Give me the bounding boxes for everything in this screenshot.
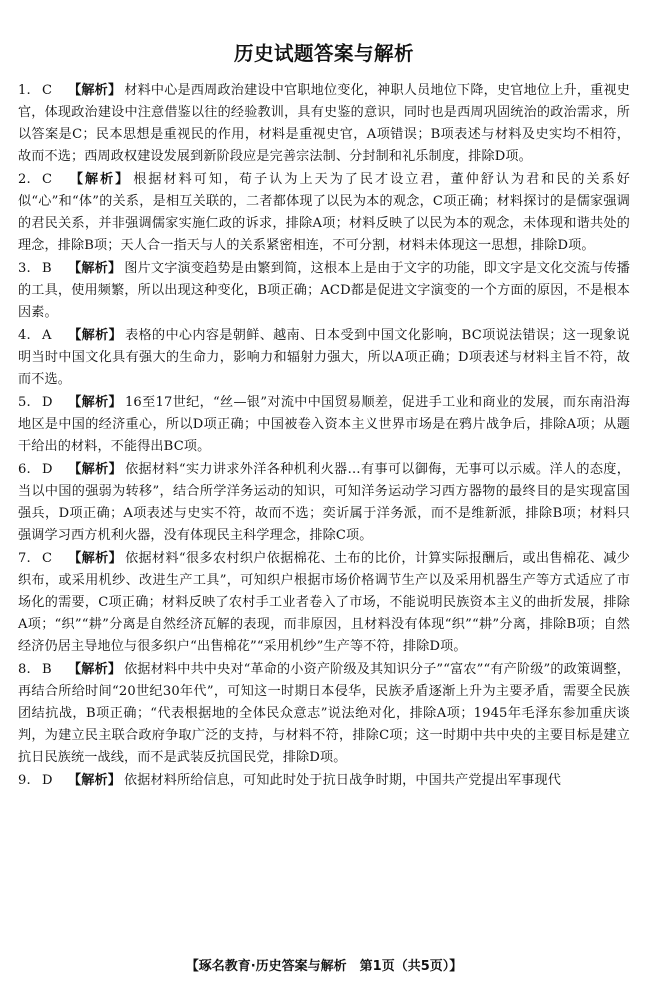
item-answer: C — [42, 551, 53, 566]
page-title: 历史试题答案与解析 — [233, 42, 414, 65]
analysis-text: 依据材料“很多农村织户依据棉花、土布的比价，计算实际报酬后，或出售棉花、减少织布，或采用机纱、改进生产工具”，可知织户根据市场价格调节生产以及采用机器生产等方式适应了市场化的需要，C项正确；材料反映了农村手工业者卷入了市场，不能说明民族资本主义的曲折发展，排除A项；“织”“耕”分离是自然经济瓦解的表现，而非原因，且材料没有体现“织”“耕”分离，排除B项；自然经济仍居主导地位与很多织户“出售棉花”“采用机纱”生产等不符，排除D项。 — [18, 551, 630, 654]
analysis-tag: 【解析】 — [68, 551, 123, 566]
analysis-tag: 【解析】 — [68, 462, 123, 477]
answer-item-3 — [18, 258, 630, 324]
analysis-tag: 【解析】 — [68, 773, 121, 788]
answer-item-7 — [18, 548, 630, 658]
answer-item-6 — [18, 459, 630, 547]
item-number: 6. — [18, 462, 31, 477]
item-number: 2. — [18, 172, 31, 187]
item-answer: B — [42, 662, 52, 677]
item-number: 3. — [18, 261, 31, 276]
item-number: 1. — [18, 83, 31, 98]
item-answer: D — [42, 773, 53, 788]
item-answer: A — [42, 328, 52, 343]
analysis-text: 依据材料“实力讲求外洋各种机利火器…有事可以御侮，无事可以示威。洋人的态度，当以中国的强弱为转移”，结合所学洋务运动的知识，可知洋务运动学习西方器物的最终目的是实现富国强兵，D项正确；A项表述与史实不符，故而不选；奕䜣属于洋务派，而不是维新派，排除B项；材料只强调学习西方机利火器，没有体现民主科学理念，排除C项。 — [18, 462, 630, 543]
answer-item-2 — [18, 169, 630, 257]
answer-item-5 — [18, 392, 630, 458]
answer-item-8 — [18, 659, 630, 769]
analysis-text: 表格的中心内容是朝鲜、越南、日本受到中国文化影响，BC项说法错误；这一现象说明当时中国文化具有强大的生命力，影响力和辐射力强大，所以A项正确；D项表述与材料主旨不符，故而不选。 — [18, 328, 630, 387]
item-answer: D — [42, 462, 53, 477]
analysis-text: 依据材料中共中央对“革命的小资产阶级及其知识分子”“富农”“有产阶级”的政策调整，再结合所给时间“20世纪30年代”，可知这一时期日本侵华，民族矛盾逐渐上升为主要矛盾，需要全民族团结抗战，B项正确；“代表根据地的全体民众意志”说法绝对化，排除A项；1945年毛泽东参加重庆谈判，为建立民主联合政府争取广泛的支持，与材料不符，排除C项；这一时期中共中央的主要目标是建立抗日民族统一战线，而不是武装反抗国民党，排除D项。 — [18, 662, 630, 765]
analysis-text: 16至17世纪，“丝—银”对流中中国贸易顺差，促进手工业和商业的发展，而东南沿海地区是中国的经济重心，所以D项正确；中国被卷入资本主义世界市场是在鸦片战争后，排除A项；从题干给出的材料，不能得出BC项。 — [18, 395, 630, 454]
item-answer: C — [42, 83, 53, 98]
item-number: 9. — [18, 773, 31, 788]
analysis-tag: 【解析】 — [68, 328, 123, 343]
item-number: 5. — [18, 395, 31, 410]
analysis-tag: 【解析】 — [68, 172, 131, 187]
answer-item-1 — [18, 80, 630, 168]
item-number: 8. — [18, 662, 31, 677]
analysis-text: 根据材料可知，荀子认为上天为了民才设立君，董仲舒认为君和民的关系好似“心”和“体”的关系，是相互关联的，二者都体现了以民为本的观念，C项正确；材料探讨的是儒家强调的君民关系，并非强调儒家实施仁政的诉求，排除A项；材料反映了以民为本的观念，未体现和谐共处的理念，排除B项；天人合一指天与人的关系紧密相连，不可分割，材料未体现这一思想，排除D项。 — [18, 172, 630, 253]
analysis-text: 依据材料所给信息，可知此时处于抗日战争时期，中国共产党提出军事现代 — [123, 773, 562, 788]
analysis-text: 材料中心是西周政治建设中官职地位变化，神职人员地位下降，史官地位上升，重视史官，体现政治建设中注意借鉴以往的经验教训，具有史鉴的意识，同时也是西周巩固统治的政治需求，所以答案是C；民本思想是重视民的作用，材料是重视史官，A项错误；B项表述与材料及史实均不相符，故而不选；西周政权建设发展到新阶段应是完善宗法制、分封制和礼乐制度，排除D项。 — [18, 83, 630, 164]
answer-list — [18, 80, 630, 792]
item-answer: D — [42, 395, 53, 410]
analysis-tag: 【解析】 — [68, 395, 122, 410]
analysis-tag: 【解析】 — [68, 261, 122, 276]
item-number: 7. — [18, 551, 31, 566]
item-answer: B — [42, 261, 52, 276]
analysis-text: 图片文字演变趋势是由繁到简，这根本上是由于文字的功能，即文字是文化交流与传播的工具，使用频繁，所以出现这种变化，B项正确；ACD都是促进文字演变的一个方面的原因，不是根本因素。 — [18, 261, 630, 320]
answer-item-9 — [18, 770, 630, 792]
item-number: 4. — [18, 328, 31, 343]
analysis-tag: 【解析】 — [68, 662, 122, 677]
page-footer: 【琢名教育·历史答案与解析 第1页（共5页）】 — [185, 959, 463, 974]
item-answer: C — [42, 172, 53, 187]
answer-item-4 — [18, 325, 630, 391]
analysis-tag: 【解析】 — [68, 83, 122, 98]
